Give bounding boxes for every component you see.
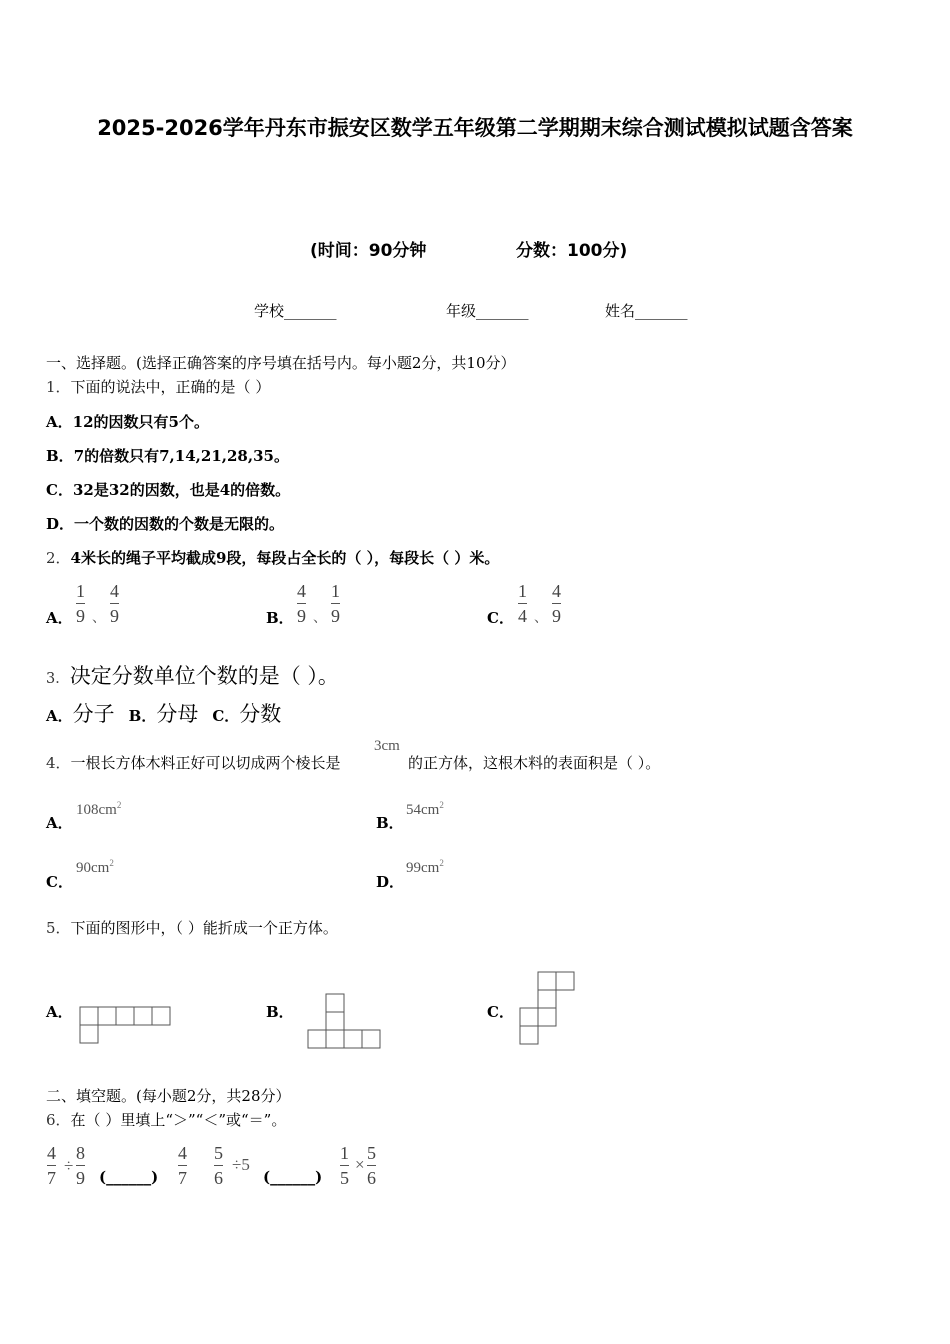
net-square — [80, 1007, 98, 1025]
question-6 — [46, 1109, 286, 1130]
q2-option-b-label: B． — [266, 609, 294, 627]
fraction: 4 9 — [297, 581, 306, 626]
option-text: 7的倍数只有7,14,21,28,35。 — [73, 447, 289, 465]
question-number: 6． — [46, 1111, 71, 1129]
fraction: 8 9 — [76, 1143, 85, 1188]
cube-net-b-figure — [306, 992, 386, 1052]
q4-option-d-label: D． — [376, 873, 405, 891]
net-square — [326, 1030, 344, 1048]
measure: 3cm — [374, 738, 400, 754]
q1-option-d — [46, 513, 284, 534]
q1-option-c — [46, 479, 290, 500]
q5-option-b-label: B． — [266, 1003, 294, 1021]
net-square — [152, 1007, 170, 1025]
q4-option-b-label: B． — [376, 814, 404, 832]
fraction: 4 9 — [110, 581, 119, 626]
separator: 、 — [313, 611, 327, 626]
cube-net-c-figure — [518, 970, 580, 1050]
fraction: 1 4 — [518, 581, 527, 626]
option-text: 分数 — [239, 702, 282, 726]
net-square — [80, 1025, 98, 1043]
question-number: 5． — [46, 919, 71, 937]
net-square — [520, 1026, 538, 1044]
question-text: 决定分数单位个数的是（ ）。 — [69, 664, 339, 688]
net-square — [134, 1007, 152, 1025]
net-square — [520, 1008, 538, 1026]
q2-option-c-label: C． — [487, 609, 514, 627]
question-text: 4米长的绳子平均截成9段，每段占全长的（ ），每段长（ ）米。 — [70, 549, 500, 567]
q2-option-a-label: A． — [46, 609, 73, 627]
net-square — [308, 1030, 326, 1048]
fraction: 4 9 — [552, 581, 561, 626]
answer-blank[interactable]: (______) — [99, 1168, 159, 1186]
question-number: 3． — [46, 671, 70, 687]
grade-field: 年级_______ — [446, 302, 529, 320]
section2-header: 二、填空题。(每小题2分，共28分） — [46, 1087, 291, 1105]
net-square — [538, 1008, 556, 1026]
separator: 、 — [534, 611, 548, 626]
question-number: 2． — [46, 549, 71, 567]
q1-option-a — [46, 411, 209, 432]
section1-header: 一、选择题。(选择正确答案的序号填在括号内。每小题2分，共10分） — [46, 354, 516, 372]
option-label: B． — [46, 447, 74, 465]
option-text: 分子 — [72, 702, 115, 726]
net-square — [326, 994, 344, 1012]
option-label: A． — [46, 413, 73, 431]
option-label: D． — [46, 515, 75, 533]
q4-option-a-value: $108cm^2$ — [76, 800, 122, 818]
net-square — [326, 1012, 344, 1030]
exam-time: (时间：90分钟 — [310, 241, 427, 261]
multiply-operator: × — [355, 1155, 365, 1174]
net-square — [556, 972, 574, 990]
separator: 、 — [92, 611, 106, 626]
option-text: 32是32的因数，也是4的倍数。 — [72, 481, 291, 499]
net-square — [344, 1030, 362, 1048]
q5-option-c-label: C． — [487, 1003, 514, 1021]
question-4 — [46, 752, 341, 773]
question-text-after: 的正方体，这根木料的表面积是（ ）。 — [408, 754, 661, 772]
net-square — [362, 1030, 380, 1048]
q4-option-d-value: $99cm^2$ — [406, 858, 444, 876]
option-label: C． — [212, 707, 240, 725]
fraction: 4 7 — [47, 1143, 56, 1188]
question-5 — [46, 917, 338, 938]
fraction: 1 5 — [340, 1143, 349, 1188]
fraction: 4 7 — [178, 1143, 187, 1188]
q3-options — [46, 698, 281, 728]
page-title: 2025-2026学年丹东市振安区数学五年级第二学期期末综合测试模拟试题含答案 — [97, 116, 853, 140]
school-field: 学校_______ — [254, 302, 337, 320]
cube-net-a-figure — [78, 1005, 174, 1045]
option-label: C． — [46, 481, 73, 499]
question-text: 下面的说法中，正确的是（ ） — [70, 378, 271, 396]
question-1 — [46, 376, 270, 397]
question-number: 4． — [46, 754, 71, 772]
option-label: B． — [128, 707, 157, 725]
net-square — [98, 1007, 116, 1025]
question-2 — [46, 547, 499, 568]
q5-option-a-label: A． — [46, 1003, 73, 1021]
option-label: A． — [46, 707, 73, 725]
q1-option-b — [46, 445, 289, 466]
question-number: 1． — [46, 378, 71, 396]
net-square — [116, 1007, 134, 1025]
divide-operator: ÷5 — [232, 1155, 250, 1174]
fraction: 1 9 — [331, 581, 340, 626]
option-text: 一个数的因数的个数是无限的。 — [74, 515, 285, 533]
exam-score: 分数：100分) — [516, 241, 628, 261]
name-field: 姓名_______ — [605, 302, 688, 320]
question-text-before: 一根长方体木料正好可以切成两个棱长是 — [70, 754, 341, 772]
question-text: 下面的图形中，（ ）能折成一个正方体。 — [70, 919, 338, 937]
divide-operator: ÷ — [64, 1156, 74, 1175]
fraction: 1 9 — [76, 581, 85, 626]
q4-option-c-value: $90cm^2$ — [76, 858, 114, 876]
answer-blank[interactable]: (______) — [263, 1168, 323, 1186]
question-3 — [46, 660, 339, 690]
option-text: 分母 — [156, 702, 199, 726]
fraction: 5 6 — [367, 1143, 376, 1188]
q4-option-a-label: A． — [46, 814, 73, 832]
q4-option-b-value: $54cm^2$ — [406, 800, 444, 818]
q4-option-c-label: C． — [46, 873, 73, 891]
fraction: 5 6 — [214, 1143, 223, 1188]
net-square — [538, 990, 556, 1008]
question-text: 在（ ）里填上“＞”“＜”或“＝”。 — [70, 1111, 287, 1129]
option-text: 12的因数只有5个。 — [72, 413, 209, 431]
net-square — [538, 972, 556, 990]
